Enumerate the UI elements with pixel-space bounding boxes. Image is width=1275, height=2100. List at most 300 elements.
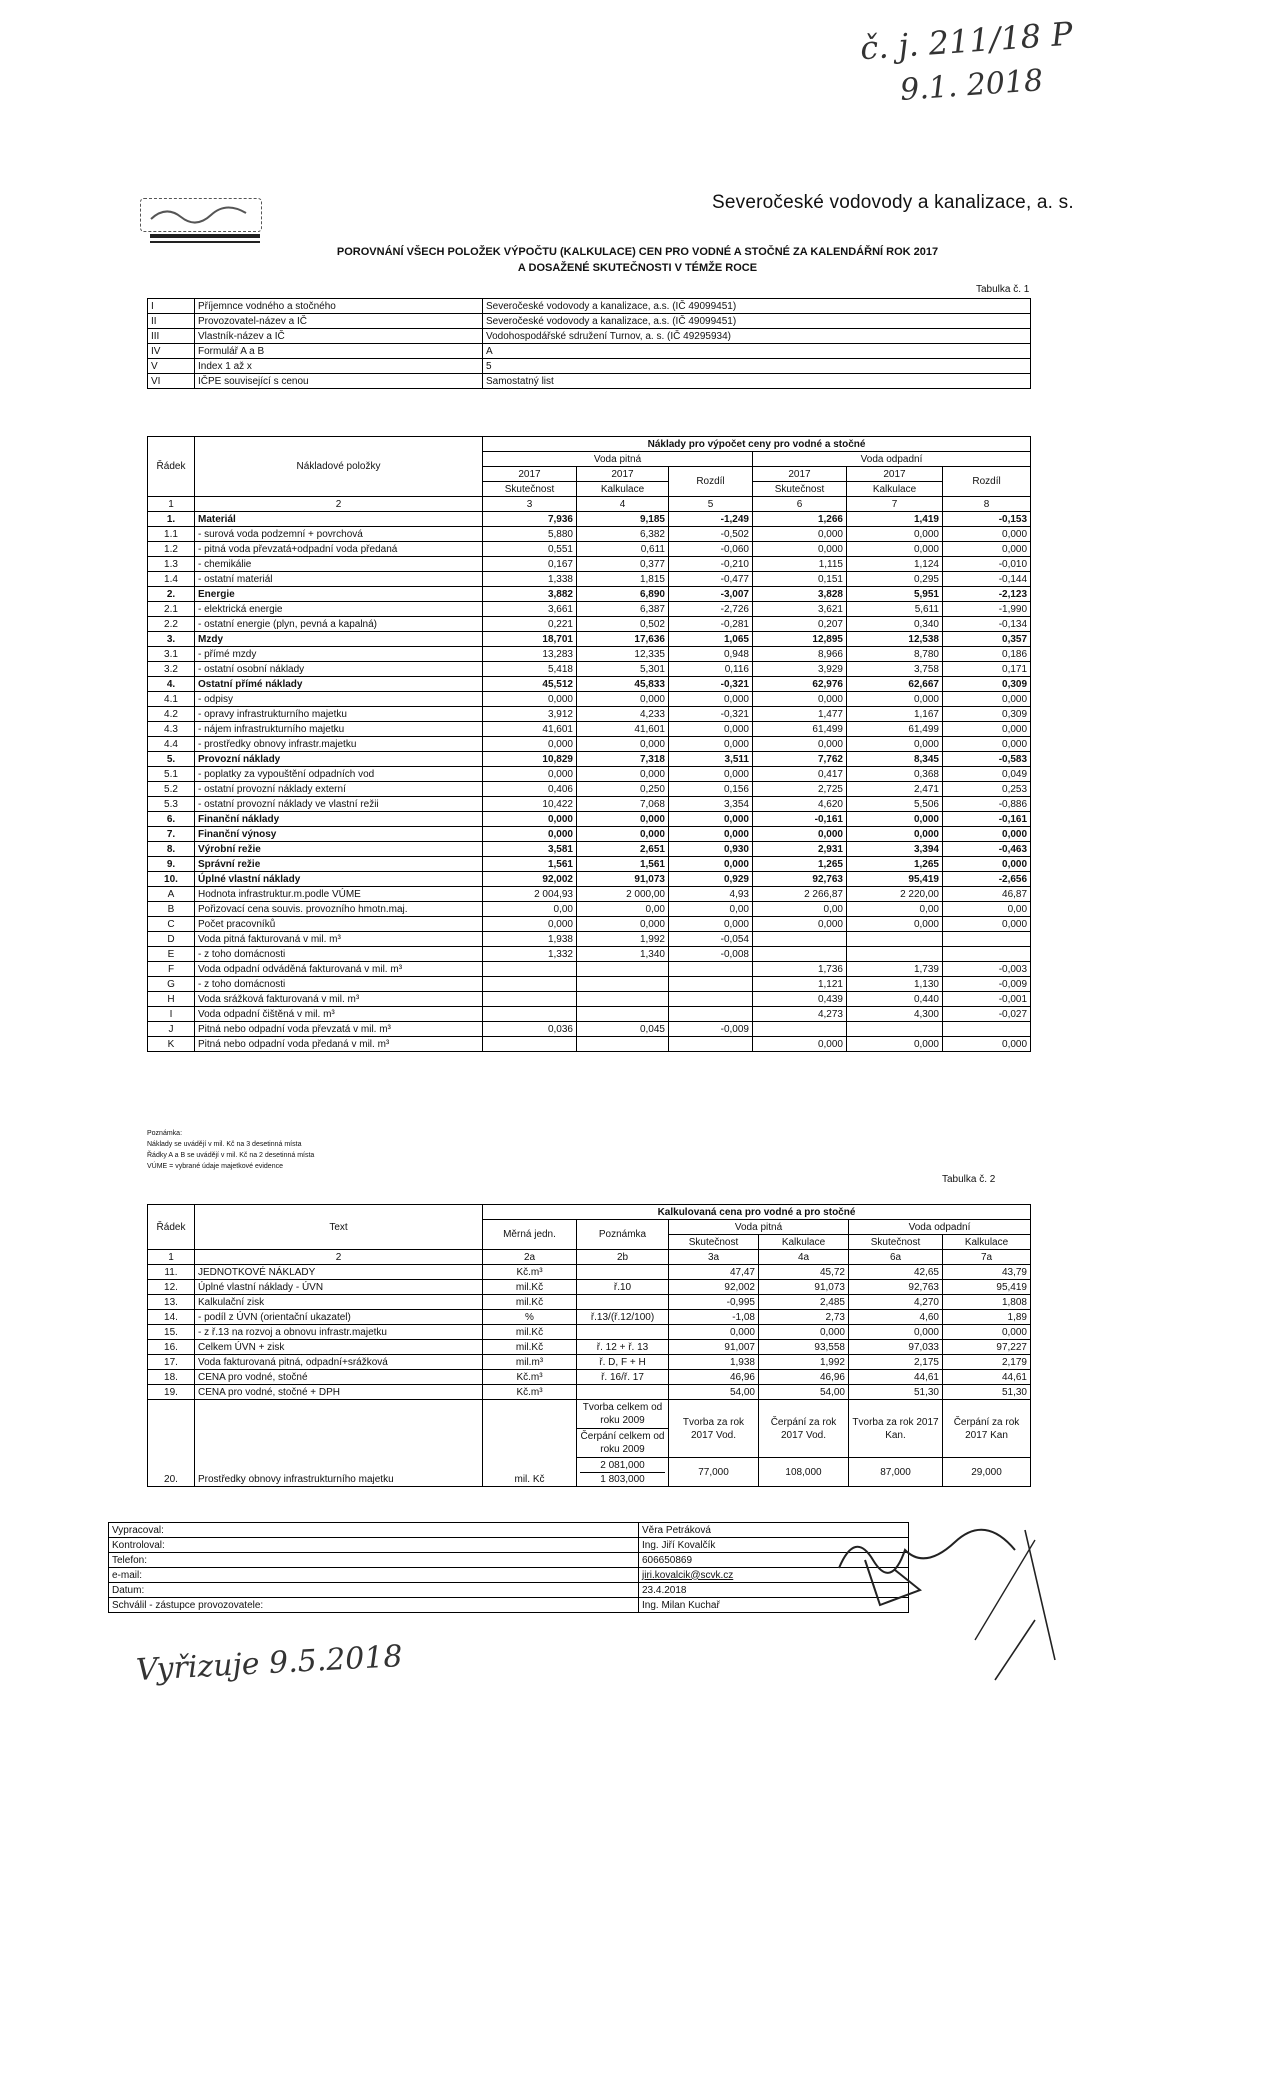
row-value: 61,499 — [847, 722, 943, 737]
row-value: 0,000 — [847, 737, 943, 752]
row-value: 51,30 — [943, 1385, 1031, 1400]
row-note — [577, 1325, 669, 1340]
info-roman: I — [148, 299, 195, 314]
table-row — [148, 707, 1031, 722]
row-value: 0,000 — [483, 767, 577, 782]
row-value: 0,221 — [483, 617, 577, 632]
table-row — [148, 857, 1031, 872]
row-value — [669, 1007, 753, 1022]
row-number: J — [148, 1022, 195, 1037]
column-number: 3a — [669, 1250, 759, 1265]
row-value — [847, 932, 943, 947]
row-value: 0,000 — [943, 692, 1031, 707]
row-value: 0,377 — [577, 557, 669, 572]
header-year: 2017 — [753, 467, 847, 482]
row-value: 1,266 — [753, 512, 847, 527]
row-number: 1.1 — [148, 527, 195, 542]
row-value: 5,301 — [577, 662, 669, 677]
row-value: -0,463 — [943, 842, 1031, 857]
row-value: 4,270 — [849, 1295, 943, 1310]
notes-title: Poznámka: — [147, 1130, 183, 1137]
row-number: C — [148, 917, 195, 932]
row-value: 45,512 — [483, 677, 577, 692]
row-label: - pitná voda převzatá+odpadní voda předaná — [195, 542, 483, 557]
calc-header-jedn: Měrná jedn. — [483, 1220, 577, 1250]
row-subheader: Tvorba za rok 2017 Kan. — [849, 1400, 943, 1458]
row-label: Voda odpadní čištěná v mil. m³ — [195, 1007, 483, 1022]
row-label: - podíl z ÚVN (orientační ukazatel) — [195, 1310, 483, 1325]
row-value: 3,882 — [483, 587, 577, 602]
header-year: 2017 — [577, 467, 669, 482]
row-value: 17,636 — [577, 632, 669, 647]
row-value: 46,96 — [669, 1370, 759, 1385]
row-value: 1,561 — [577, 857, 669, 872]
row-value: 12,335 — [577, 647, 669, 662]
row-number: 5.3 — [148, 797, 195, 812]
table-row — [148, 902, 1031, 917]
table-row — [148, 962, 1031, 977]
row-value: 2,471 — [847, 782, 943, 797]
row-label: - ostatní provozní náklady externí — [195, 782, 483, 797]
column-number: 6a — [849, 1250, 943, 1265]
row-value: 3,758 — [847, 662, 943, 677]
row-value: 0,000 — [943, 827, 1031, 842]
row-unit: Kč.m³ — [483, 1385, 577, 1400]
calc-header-pitna: Voda pitná — [669, 1220, 849, 1235]
row-number: 1.3 — [148, 557, 195, 572]
row-value: 3,621 — [753, 602, 847, 617]
header-kalkulace: Kalkulace — [577, 482, 669, 497]
row-value — [943, 1022, 1031, 1037]
row-value: 0,000 — [483, 917, 577, 932]
row-value: 3,912 — [483, 707, 577, 722]
row-label: - elektrická energie — [195, 602, 483, 617]
info-value: Severočeské vodovody a kanalizace, a.s. (IČ 49099451) — [483, 299, 1031, 314]
info-value: Samostatný list — [483, 374, 1031, 389]
row-value: 91,007 — [669, 1340, 759, 1355]
row-value: 0,250 — [577, 782, 669, 797]
row-value: 1,938 — [483, 932, 577, 947]
signature-icon — [825, 1520, 1085, 1700]
header-odpadni: Voda odpadní — [753, 452, 1031, 467]
row-label: - odpisy — [195, 692, 483, 707]
row-label: Voda fakturovaná pitná, odpadní+srážková — [195, 1355, 483, 1370]
calc-row — [148, 1265, 1031, 1280]
row-value: 4,620 — [753, 797, 847, 812]
row-value: 2 266,87 — [753, 887, 847, 902]
column-number: 4 — [577, 497, 669, 512]
approval-value: Ing. Milan Kuchař — [639, 1598, 909, 1613]
row-value: 1,167 — [847, 707, 943, 722]
row-value: 7,068 — [577, 797, 669, 812]
row-value: 2 000,00 — [577, 887, 669, 902]
table-row — [148, 932, 1031, 947]
row-value: 4,300 — [847, 1007, 943, 1022]
row-value: 44,61 — [849, 1370, 943, 1385]
row-label: - ostatní materiál — [195, 572, 483, 587]
table-row — [148, 992, 1031, 1007]
row-value: 0,045 — [577, 1022, 669, 1037]
row-value: 0,502 — [577, 617, 669, 632]
approval-row — [109, 1538, 909, 1553]
row-value: 0,000 — [753, 1037, 847, 1052]
row-value: 0,00 — [943, 902, 1031, 917]
row-value — [847, 947, 943, 962]
info-label: Formulář A a B — [195, 344, 483, 359]
table-row — [148, 767, 1031, 782]
row-value — [483, 977, 577, 992]
row-value: 2,725 — [753, 782, 847, 797]
approval-value: 606650869 — [639, 1553, 909, 1568]
row-value: 2 220,00 — [847, 887, 943, 902]
row-label: Provozní náklady — [195, 752, 483, 767]
row-label: Kalkulační zisk — [195, 1295, 483, 1310]
notes — [147, 1128, 314, 1172]
row-number: 12. — [148, 1280, 195, 1295]
info-roman: IV — [148, 344, 195, 359]
row-label: - z toho domácnosti — [195, 977, 483, 992]
row-value: 87,000 — [849, 1458, 943, 1487]
row-value: 0,000 — [483, 827, 577, 842]
row-value: 0,000 — [943, 917, 1031, 932]
row-note: ř. D, F + H — [577, 1355, 669, 1370]
row-value: 6,890 — [577, 587, 669, 602]
row-label: JEDNOTKOVÉ NÁKLADY — [195, 1265, 483, 1280]
row-label: - poplatky za vypouštění odpadních vod — [195, 767, 483, 782]
row-label: - ostatní energie (plyn, pevná a kapalná) — [195, 617, 483, 632]
row-label: Pitná nebo odpadní voda předaná v mil. m³ — [195, 1037, 483, 1052]
row-note: ř.10 — [577, 1280, 669, 1295]
approval-row — [109, 1583, 909, 1598]
approval-row — [109, 1568, 909, 1583]
row-value: -0,281 — [669, 617, 753, 632]
info-value: Severočeské vodovody a kanalizace, a.s. (IČ 49099451) — [483, 314, 1031, 329]
header-skutecnost: Skutečnost — [753, 482, 847, 497]
handwritten-reference: č. j. 211/18 P — [858, 14, 1074, 68]
row-number: 4.3 — [148, 722, 195, 737]
row-value: 1,808 — [943, 1295, 1031, 1310]
row-value: 6,382 — [577, 527, 669, 542]
column-number: 1 — [148, 497, 195, 512]
approval-label: Telefon: — [109, 1553, 639, 1568]
row-value: 0,171 — [943, 662, 1031, 677]
row-value — [577, 992, 669, 1007]
row-label: Úplné vlastní náklady - ÚVN — [195, 1280, 483, 1295]
row-value: 5,506 — [847, 797, 943, 812]
table-row — [148, 722, 1031, 737]
table-row — [148, 1022, 1031, 1037]
row-value: 0,186 — [943, 647, 1031, 662]
row-label: - chemikálie — [195, 557, 483, 572]
column-numbers-row — [148, 497, 1031, 512]
row-value: 44,61 — [943, 1370, 1031, 1385]
row-label: Voda pitná fakturovaná v mil. m³ — [195, 932, 483, 947]
row-value: -0,583 — [943, 752, 1031, 767]
table-row — [148, 842, 1031, 857]
calc-table — [147, 1204, 1031, 1487]
row-value: 0,930 — [669, 842, 753, 857]
header-year: 2017 — [483, 467, 577, 482]
row-value: 0,000 — [847, 692, 943, 707]
row-value: 0,340 — [847, 617, 943, 632]
row-value: 0,156 — [669, 782, 753, 797]
row-unit: Kč.m³ — [483, 1370, 577, 1385]
row-value: -0,321 — [669, 707, 753, 722]
row-value: 0,000 — [847, 917, 943, 932]
row-label: Správní režie — [195, 857, 483, 872]
row-unit: mil.Kč — [483, 1295, 577, 1310]
cerpani-value: 1 803,000 — [580, 1472, 665, 1486]
row-number: 5. — [148, 752, 195, 767]
row-value: 0,929 — [669, 872, 753, 887]
row-value: -1,249 — [669, 512, 753, 527]
row-value: 0,000 — [943, 737, 1031, 752]
row-label: CENA pro vodné, stočné + DPH — [195, 1385, 483, 1400]
column-number: 2 — [195, 497, 483, 512]
row-value — [483, 962, 577, 977]
table-row — [148, 977, 1031, 992]
row-label: Voda srážková fakturovaná v mil. m³ — [195, 992, 483, 1007]
row-value: -0,502 — [669, 527, 753, 542]
row-value: 0,000 — [943, 542, 1031, 557]
row-value: -0,010 — [943, 557, 1031, 572]
table-row — [148, 1007, 1031, 1022]
info-row — [148, 299, 1031, 314]
row-value: -2,123 — [943, 587, 1031, 602]
row-number: 13. — [148, 1295, 195, 1310]
row-value: 54,00 — [759, 1385, 849, 1400]
row-number: 7. — [148, 827, 195, 842]
row-value: -3,007 — [669, 587, 753, 602]
row-value: 4,233 — [577, 707, 669, 722]
row-number: 11. — [148, 1265, 195, 1280]
row-value: -0,321 — [669, 677, 753, 692]
row-value: 0,000 — [483, 812, 577, 827]
table-row — [148, 737, 1031, 752]
row-value: 0,000 — [753, 692, 847, 707]
row-label: Pořizovací cena souvis. provozního hmotn.maj. — [195, 902, 483, 917]
row-value: 1,561 — [483, 857, 577, 872]
header-polozky: Nákladové položky — [195, 437, 483, 497]
row-value: 92,763 — [753, 872, 847, 887]
row-value: 47,47 — [669, 1265, 759, 1280]
row-value: 1,739 — [847, 962, 943, 977]
row-value: 3,929 — [753, 662, 847, 677]
header-rozdil: Rozdíl — [669, 467, 753, 497]
table-row — [148, 632, 1031, 647]
row-number: E — [148, 947, 195, 962]
row-value: 4,273 — [753, 1007, 847, 1022]
row-value — [669, 977, 753, 992]
row-value: 0,000 — [669, 827, 753, 842]
row-label: - ostatní provozní náklady ve vlastní režii — [195, 797, 483, 812]
row-value: 0,000 — [577, 812, 669, 827]
row-value: 0,551 — [483, 542, 577, 557]
notes-line: VÚME = vybrané údaje majetkové evidence — [147, 1163, 283, 1170]
row-value: 0,000 — [847, 542, 943, 557]
row-label: - prostředky obnovy infrastr.majetku — [195, 737, 483, 752]
row-value: -0,153 — [943, 512, 1031, 527]
column-number: 5 — [669, 497, 753, 512]
row-value: 9,185 — [577, 512, 669, 527]
header-skutecnost: Skutečnost — [483, 482, 577, 497]
row-value: 0,00 — [753, 902, 847, 917]
calc-header-radek: Řádek — [148, 1205, 195, 1250]
row-value: 0,000 — [943, 1037, 1031, 1052]
row-value: 97,033 — [849, 1340, 943, 1355]
row-value: 41,601 — [483, 722, 577, 737]
calc-header-pozn: Poznámka — [577, 1220, 669, 1250]
row-value: 45,72 — [759, 1265, 849, 1280]
approval-label: Kontroloval: — [109, 1538, 639, 1553]
row-value — [577, 962, 669, 977]
row-value: 0,000 — [669, 1325, 759, 1340]
row-value: 0,000 — [943, 1325, 1031, 1340]
table-row — [148, 872, 1031, 887]
approval-row — [109, 1553, 909, 1568]
row-value: 95,419 — [847, 872, 943, 887]
row-value: 5,611 — [847, 602, 943, 617]
row-value: 1,124 — [847, 557, 943, 572]
row-value: -0,477 — [669, 572, 753, 587]
calc-header-odpadni: Voda odpadní — [849, 1220, 1031, 1235]
row-number: 1. — [148, 512, 195, 527]
info-value: A — [483, 344, 1031, 359]
row-value — [483, 1007, 577, 1022]
row-value: 7,762 — [753, 752, 847, 767]
calc-column-numbers-row — [148, 1250, 1031, 1265]
row-value: 0,000 — [669, 812, 753, 827]
row-value: 7,318 — [577, 752, 669, 767]
row-value: 0,000 — [483, 692, 577, 707]
row-value: 108,000 — [759, 1458, 849, 1487]
row-value: 0,406 — [483, 782, 577, 797]
column-number: 4a — [759, 1250, 849, 1265]
logo-scribble-icon — [141, 199, 261, 231]
row-number: H — [148, 992, 195, 1007]
row-number: 3.1 — [148, 647, 195, 662]
row-number: 17. — [148, 1355, 195, 1370]
row-value: 7,936 — [483, 512, 577, 527]
header-pitna: Voda pitná — [483, 452, 753, 467]
row-value: 0,309 — [943, 707, 1031, 722]
row-value: 2,179 — [943, 1355, 1031, 1370]
header-rozdil: Rozdíl — [943, 467, 1031, 497]
document-subtitle: A DOSAŽENÉ SKUTEČNOSTI V TÉMŽE ROCE — [517, 262, 758, 274]
table-row — [148, 692, 1031, 707]
table-row — [148, 782, 1031, 797]
row-value: 0,000 — [847, 812, 943, 827]
row-value — [669, 992, 753, 1007]
row-number: 8. — [148, 842, 195, 857]
row-value: 0,368 — [847, 767, 943, 782]
table-row — [148, 917, 1031, 932]
calc-row — [148, 1385, 1031, 1400]
approval-value: 23.4.2018 — [639, 1583, 909, 1598]
header-kalkulace: Kalkulace — [847, 482, 943, 497]
row-value: 3,511 — [669, 752, 753, 767]
row-value: 0,000 — [943, 722, 1031, 737]
table-row — [148, 887, 1031, 902]
row-value: 92,002 — [669, 1280, 759, 1295]
calc-header-skutecnost: Skutečnost — [849, 1235, 943, 1250]
row-value: 8,345 — [847, 752, 943, 767]
row-value: 0,00 — [483, 902, 577, 917]
row-value: 0,000 — [753, 917, 847, 932]
row-value: 0,000 — [849, 1325, 943, 1340]
row-label: - opravy infrastrukturního majetku — [195, 707, 483, 722]
row-note: Tvorba celkem od roku 2009 — [577, 1400, 669, 1429]
row-value: 0,00 — [669, 902, 753, 917]
table-row — [148, 617, 1031, 632]
info-value: 5 — [483, 359, 1031, 374]
row-value: 6,387 — [577, 602, 669, 617]
row-value: 1,332 — [483, 947, 577, 962]
row-number: F — [148, 962, 195, 977]
row-number: 10. — [148, 872, 195, 887]
row-number: 2.2 — [148, 617, 195, 632]
row-value: 0,000 — [669, 857, 753, 872]
row-value: 4,93 — [669, 887, 753, 902]
table-row — [148, 512, 1031, 527]
logo-underline-2 — [150, 241, 260, 243]
row-value: 0,000 — [847, 827, 943, 842]
calc-row — [148, 1340, 1031, 1355]
row-subheader: Čerpání za rok 2017 Kan — [943, 1400, 1031, 1458]
row-value: 2,931 — [753, 842, 847, 857]
column-number: 7a — [943, 1250, 1031, 1265]
row-unit: mil. Kč — [483, 1400, 577, 1487]
row-value: -0,995 — [669, 1295, 759, 1310]
row-value: 1,065 — [669, 632, 753, 647]
row-value: 1,992 — [759, 1355, 849, 1370]
row-note — [577, 1295, 669, 1310]
row-value: -0,161 — [943, 812, 1031, 827]
row-value: 0,000 — [577, 767, 669, 782]
row-value: 92,763 — [849, 1280, 943, 1295]
notes-line: Náklady se uvádějí v mil. Kč na 3 desetinná místa — [147, 1141, 302, 1148]
row-value: 0,611 — [577, 542, 669, 557]
row-value: 97,227 — [943, 1340, 1031, 1355]
row-value — [847, 1022, 943, 1037]
table1-label: Tabulka č. 1 — [976, 284, 1030, 295]
row-value: 61,499 — [753, 722, 847, 737]
row-unit: mil.Kč — [483, 1340, 577, 1355]
approval-row — [109, 1598, 909, 1613]
approval-label: Schválil - zástupce provozovatele: — [109, 1598, 639, 1613]
row-label: Pitná nebo odpadní voda převzatá v mil. m³ — [195, 1022, 483, 1037]
info-roman: II — [148, 314, 195, 329]
info-label: Vlastník-název a IČ — [195, 329, 483, 344]
notes-line: Řádky A a B se uvádějí v mil. Kč na 2 desetinná místa — [147, 1152, 315, 1159]
row-value: 0,000 — [669, 767, 753, 782]
row-number: 2. — [148, 587, 195, 602]
row-value — [943, 947, 1031, 962]
row-value: 62,667 — [847, 677, 943, 692]
row-value: 1,736 — [753, 962, 847, 977]
row-value: 2,73 — [759, 1310, 849, 1325]
row-value: 0,000 — [669, 722, 753, 737]
table2-label: Tabulka č. 2 — [942, 1174, 996, 1185]
row-value: 0,000 — [753, 542, 847, 557]
column-number: 2b — [577, 1250, 669, 1265]
row-value: 0,309 — [943, 677, 1031, 692]
column-number: 7 — [847, 497, 943, 512]
info-row — [148, 359, 1031, 374]
row-value: 46,96 — [759, 1370, 849, 1385]
row-value: 0,440 — [847, 992, 943, 1007]
approval-value: jiri.kovalcik@scvk.cz — [639, 1568, 909, 1583]
